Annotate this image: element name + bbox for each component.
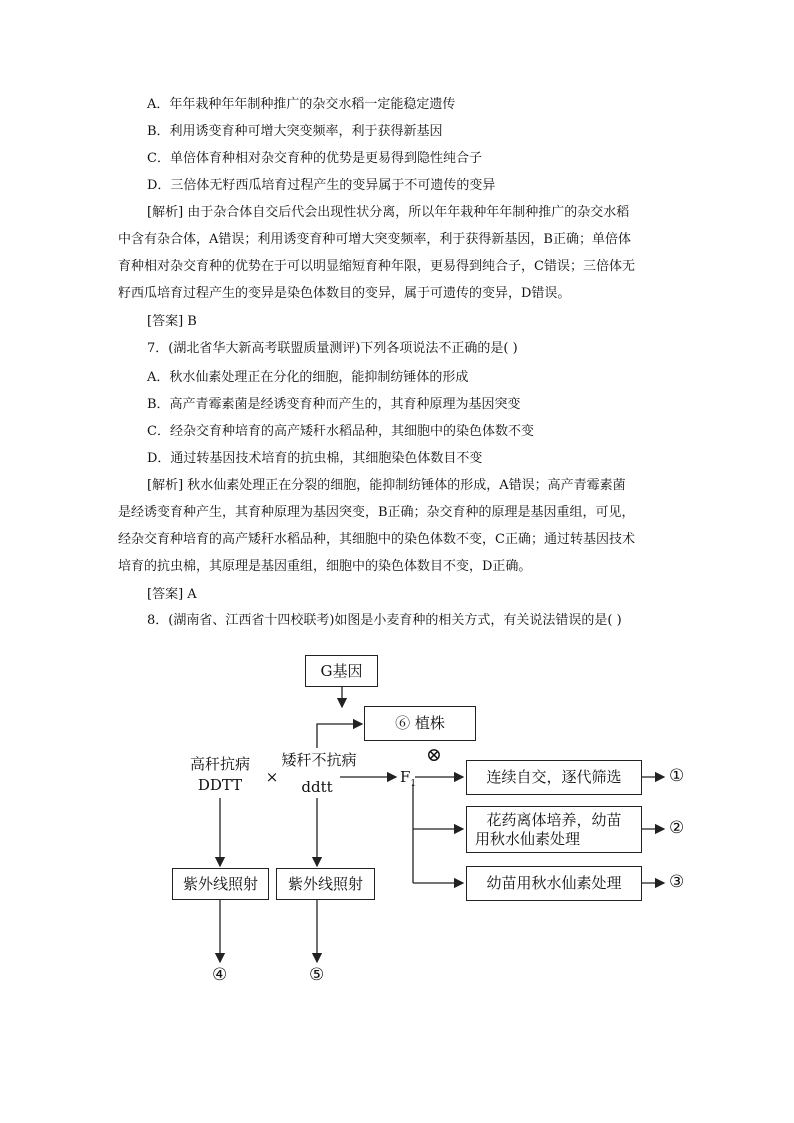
option-d: D．通过转基因技术培育的抗虫棉，其细胞染色体数目不变 — [147, 451, 483, 466]
option-c: C．单倍体育种相对杂交育种的优势是更易得到隐性纯合子 — [147, 151, 482, 166]
analysis-line: 籽西瓜培育过程产生的变异是染色体数目的变异，属于可遗传的变异，D错误。 — [118, 286, 571, 301]
g-gene-box: G基因 — [305, 655, 378, 687]
analysis-line: [解析] 由于杂合体自交后代会出现性状分离，所以年年栽种年年制种推广的杂交水稻 — [147, 205, 630, 220]
short-susceptible-label: 矮秆不抗病 — [281, 751, 357, 769]
f1-letter: F — [400, 768, 411, 786]
option-c: C．经杂交育种培育的高产矮秆水稻品种，其细胞中的染色体数不变 — [147, 424, 534, 439]
result-5: ⑤ — [309, 965, 325, 985]
option-b: B．高产青霉素菌是经诱变育种而产生的，其育种原理为基因突变 — [147, 397, 521, 412]
analysis-line: 中含有杂合体，A错误；利用诱变育种可增大突变频率，利于获得新基因，B正确；单倍体 — [118, 232, 631, 247]
anther-culture-line1: 花药离体培养，幼苗 — [486, 810, 622, 829]
option-b: B．利用诱变育种可增大突变频率，利于获得新基因 — [147, 124, 443, 139]
f1-label — [400, 768, 416, 794]
selfing-symbol: ⊗ — [426, 744, 442, 766]
result-2: ② — [669, 818, 685, 838]
anther-culture-line2: 用秋水仙素处理 — [475, 829, 581, 848]
tall-genotype: DDTT — [197, 776, 243, 794]
option-d: D．三倍体无籽西瓜培育过程产生的变异属于不可遗传的变异 — [147, 178, 496, 193]
plant-6-box: ⑥ 植株 — [364, 706, 476, 741]
result-3: ③ — [669, 872, 685, 892]
analysis-line: [解析] 秋水仙素处理正在分裂的细胞，能抑制纺锤体的形成，A错误；高产青霉素菌 — [147, 478, 626, 493]
analysis-line: 是经诱变育种产生，其育种原理为基因突变，B正确；杂交育种的原理是基因重组，可见， — [118, 505, 635, 520]
result-1: ① — [669, 766, 685, 786]
question-7: 7．(湖北省华大新高考联盟质量测评)下列各项说法不正确的是( ) — [147, 341, 518, 356]
short-genotype: ddtt — [301, 778, 333, 796]
question-8: 8．(湖南省、江西省十四校联考)如图是小麦育种的相关方式，有关说法错误的是( ) — [147, 613, 622, 628]
analysis-line: 培育的抗虫棉，其原理是基因重组，细胞中的染色体数目不变，D正确。 — [118, 559, 532, 574]
colchicine-box: 幼苗用秋水仙素处理 — [466, 866, 642, 901]
answer-line: [答案] A — [147, 587, 197, 602]
uv-box-right: 紫外线照射 — [276, 868, 375, 900]
tall-resistant-label: 高秆抗病 — [189, 755, 250, 773]
analysis-line: 经杂交育种培育的高产矮秆水稻品种，其细胞中的染色体数不变，C正确；通过转基因技术 — [118, 532, 635, 547]
result-4: ④ — [212, 965, 228, 985]
uv-box-left: 紫外线照射 — [172, 868, 269, 900]
option-a: A．年年栽种年年制种推广的杂交水稻一定能稳定遗传 — [147, 97, 456, 112]
answer-line: [答案] B — [147, 314, 197, 329]
analysis-line: 育种相对杂交育种的优势在于可以明显缩短育种年限，更易得到纯合子，C错误；三倍体无 — [118, 259, 635, 274]
f1-subscript: 1 — [410, 779, 417, 789]
cross-symbol: × — [265, 768, 279, 786]
option-a: A．秋水仙素处理正在分化的细胞，能抑制纺锤体的形成 — [147, 370, 469, 385]
continuous-selfing-box: 连续自交，逐代筛选 — [466, 760, 642, 795]
anther-culture-box — [466, 806, 642, 853]
